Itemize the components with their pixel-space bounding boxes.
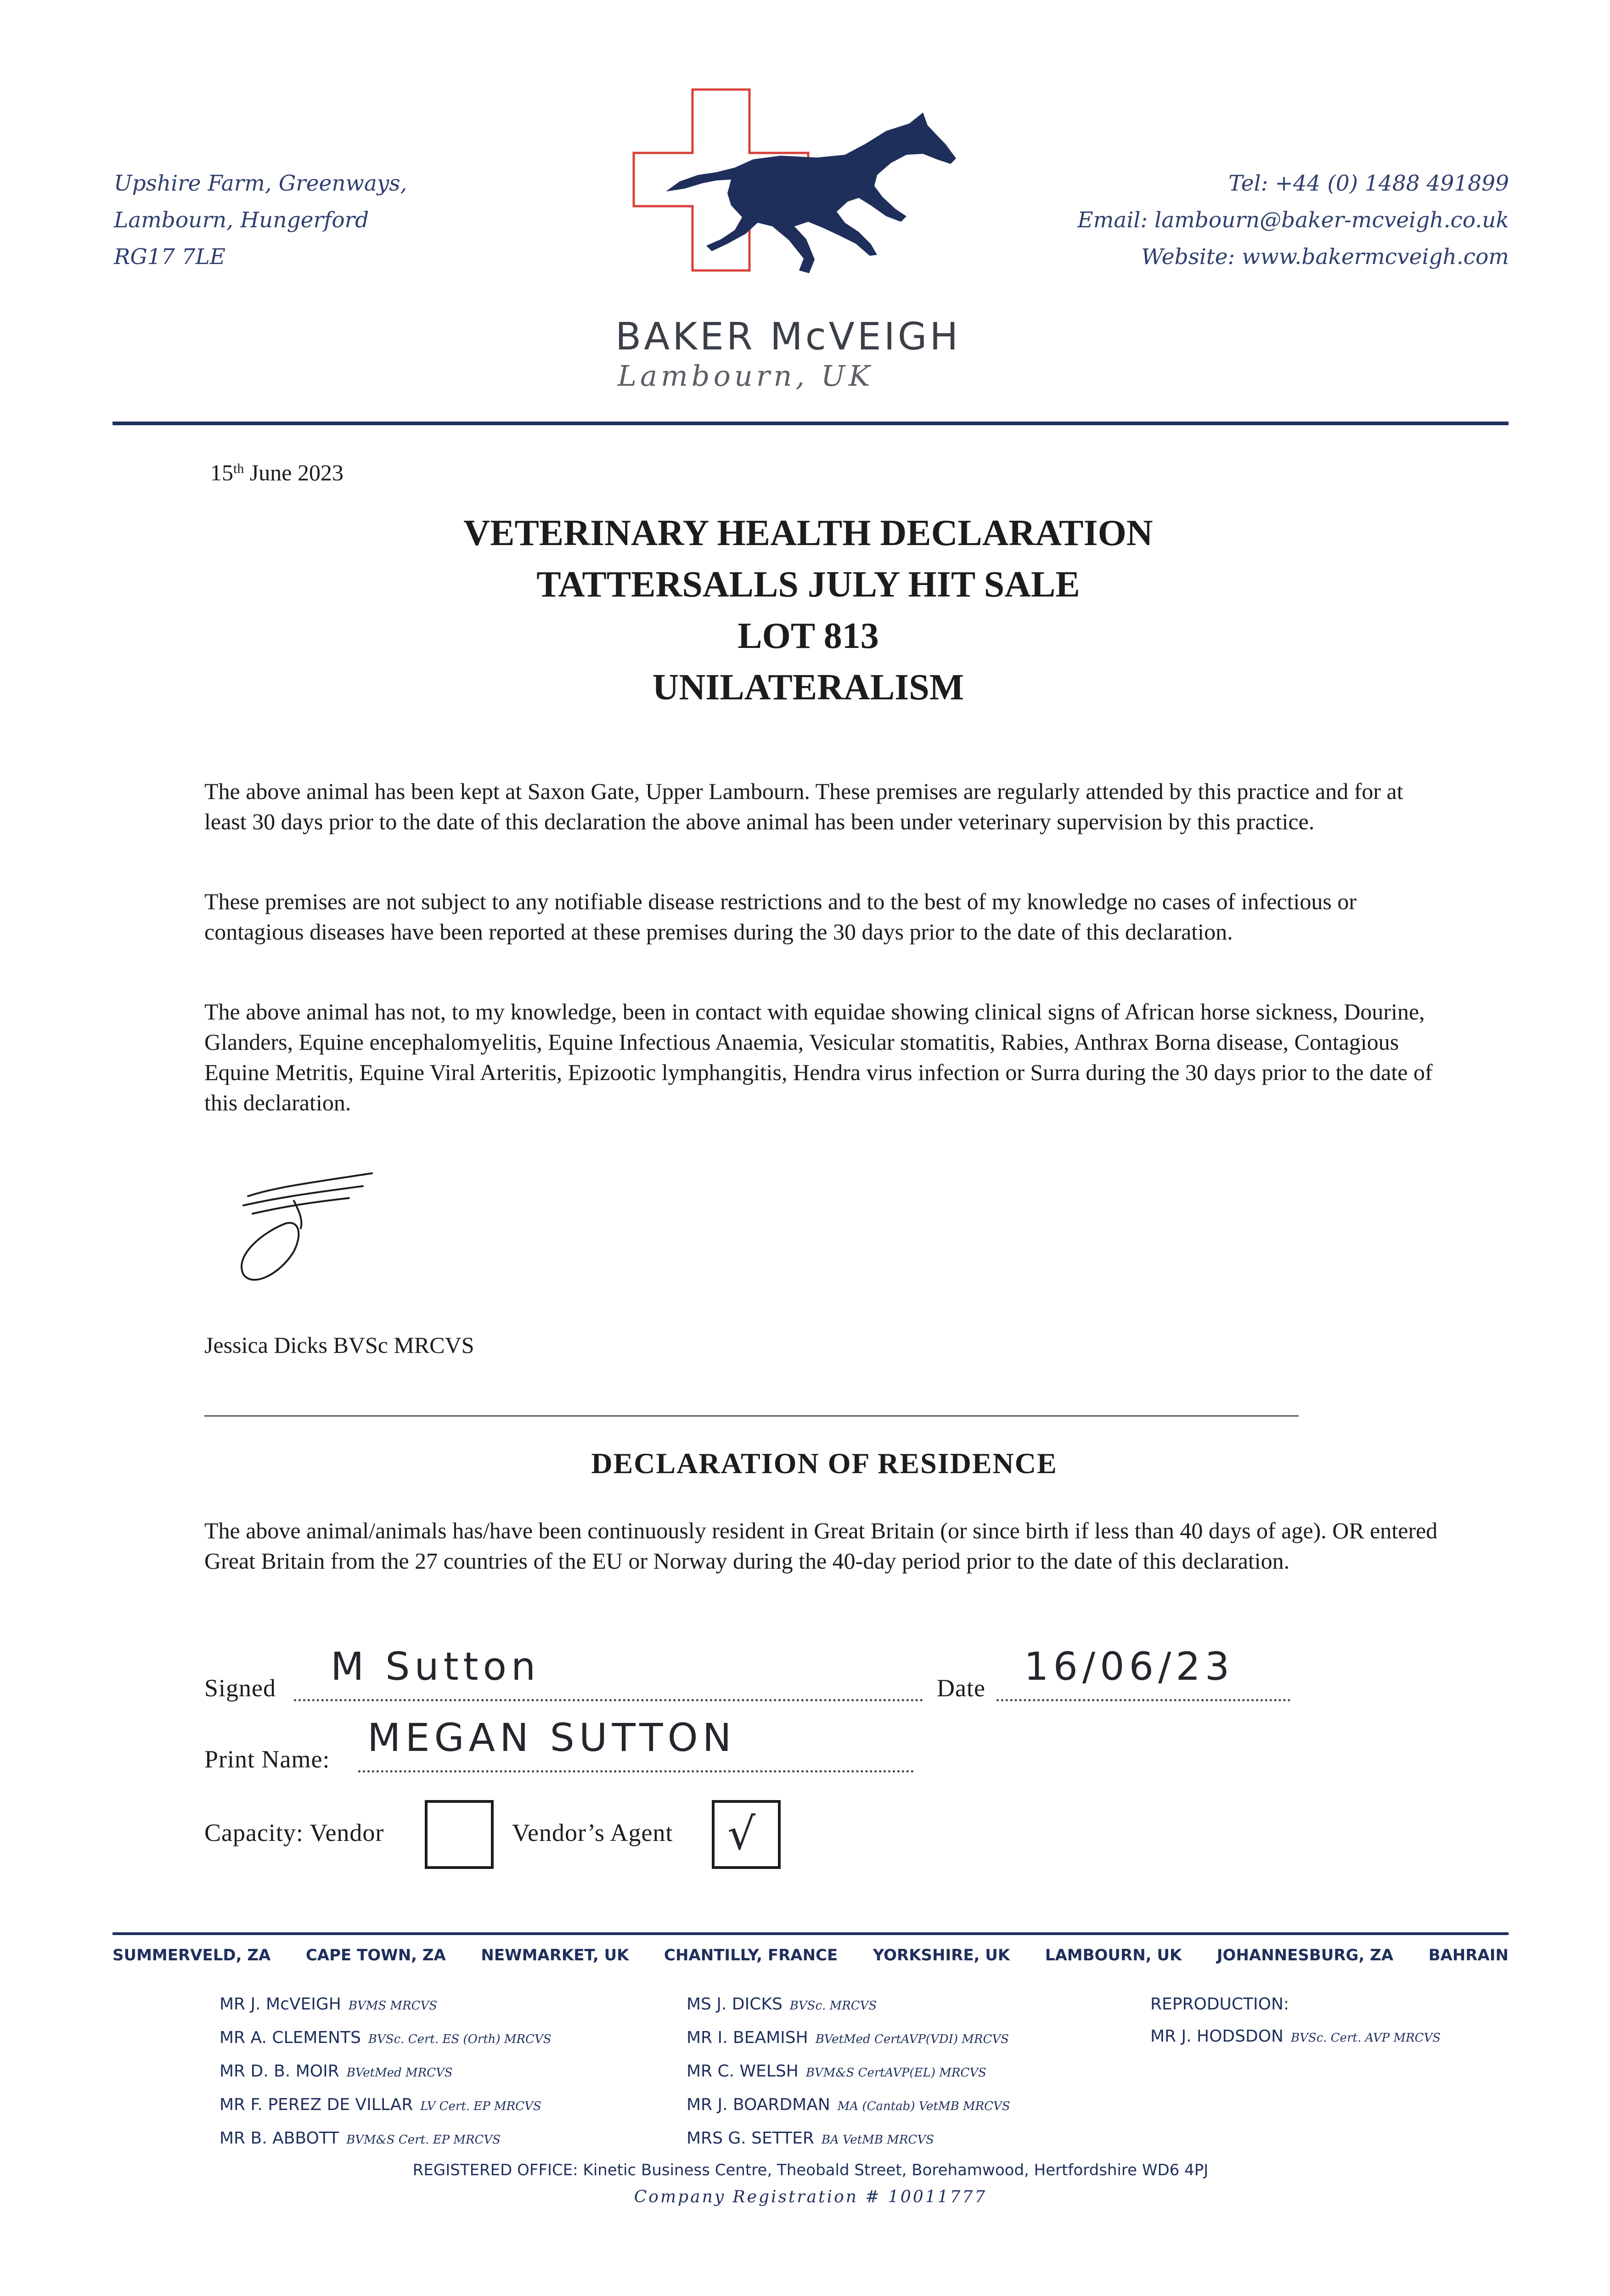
staff-member [220, 2055, 552, 2089]
staff-list-reproduction [1150, 1988, 1441, 2054]
staff-qualification: BVSc. MRCVS [789, 1999, 877, 2013]
staff-qualification: BVM&S Cert. EP MRCVS [346, 2133, 501, 2147]
print-name-label: Print Name: [204, 1745, 330, 1773]
staff-name: MS J. DICKS [687, 1995, 782, 2014]
paragraph-restrictions: These premises are not subject to any notifiable disease restrictions and to the best of my knowledge no cases of infectious or contagious diseases have been reported at these premises during the 30 days prior to the date of this declaration. [204, 889, 1357, 945]
address-line: RG17 7LE [114, 244, 226, 270]
website-line: Website: www.bakermcveigh.com [1141, 244, 1509, 270]
staff-qualification: BVetMed CertAVP(VDI) MRCVS [815, 2032, 1009, 2046]
staff-member [687, 2089, 1010, 2122]
date-month-year: June 2023 [244, 460, 343, 485]
address-line: Upshire Farm, Greenways, [114, 171, 407, 196]
header-divider [113, 422, 1509, 425]
staff-name: MR C. WELSH [687, 2062, 799, 2081]
section-divider [204, 1415, 1299, 1417]
date-handwritten[interactable]: 16/06/23 [1024, 1644, 1234, 1689]
staff-name: MR J. BOARDMAN [687, 2095, 830, 2114]
letter-date [210, 459, 343, 486]
registered-office: REGISTERED OFFICE: Kinetic Business Centre, Theobald Street, Borehamwood, Hertfordshire WD6 4PJ [412, 2161, 1209, 2179]
staff-name: MR A. CLEMENTS [220, 2028, 361, 2047]
brand-location: Lambourn, UK [618, 359, 874, 393]
vet-name: Jessica Dicks BVSc MRCVS [204, 1332, 474, 1358]
location-item: JOHANNESBURG, ZA [1216, 1946, 1394, 1964]
title-line: VETERINARY HEALTH DECLARATION [463, 513, 1153, 553]
staff-member [687, 1988, 1010, 2022]
location-item: BAHRAIN [1428, 1946, 1509, 1964]
title-line: LOT 813 [737, 616, 879, 656]
vet-signature [216, 1159, 390, 1288]
office-locations [113, 1946, 1509, 1964]
practice-address [114, 165, 527, 276]
phone-line: Tel: +44 (0) 1488 491899 [1228, 171, 1509, 196]
staff-name: MR F. PEREZ DE VILLAR [220, 2095, 413, 2114]
staff-name: MR I. BEAMISH [687, 2028, 808, 2047]
vendor-agent-label: Vendor’s Agent [512, 1819, 673, 1846]
date-day: 15 [210, 460, 233, 485]
location-item: CHANTILLY, FRANCE [664, 1946, 838, 1964]
paragraph-diseases: The above animal has not, to my knowledge, been in contact with equidae showing clinical signs of African horse sickness, Dourine, Glanders, Equine encephalomyelitis, Equine Infectious Anaemia, Vesicular stomatitis, Rabies, Anthrax Borna disease, Contagious Equine Metritis, Equine Viral Arteritis, Epizootic lymphangitis, Hendra virus infection or Surra during the 30 days prior to the date of this declaration. [204, 999, 1433, 1115]
staff-qualification: BA VetMB MRCVS [821, 2133, 934, 2147]
capacity-vendor-label: Capacity: Vendor [204, 1819, 384, 1846]
staff-qualification: BVMS MRCVS [348, 1999, 438, 2013]
vendor-checkbox[interactable] [425, 1800, 494, 1869]
check-mark-icon: √ [727, 1808, 756, 1860]
date-label: Date [937, 1674, 985, 1702]
paragraph-premises: The above animal has been kept at Saxon Gate, Upper Lambourn. These premises are regularly attended by this practice and for at least 30 days prior to the date of this declaration the above animal has been under veterinary supervision by this practice. [204, 778, 1403, 834]
staff-list-2 [687, 1988, 1010, 2156]
staff-name: MR B. ABBOTT [220, 2129, 339, 2148]
location-item: SUMMERVELD, ZA [113, 1946, 271, 1964]
footer-divider [113, 1932, 1509, 1935]
email-line: Email: lambourn@baker-mcveigh.co.uk [1077, 208, 1509, 233]
location-item: YORKSHIRE, UK [873, 1946, 1010, 1964]
staff-name: MR J. HODSDON [1150, 2027, 1283, 2046]
location-item: NEWMARKET, UK [481, 1946, 629, 1964]
reproduction-heading: REPRODUCTION: [1150, 1995, 1289, 2014]
staff-name: MR J. McVEIGH [220, 1995, 341, 2014]
staff-member [687, 2022, 1010, 2055]
print-name-handwritten[interactable]: MEGAN SUTTON [367, 1715, 736, 1760]
staff-member [1150, 2020, 1441, 2054]
staff-member [687, 2055, 1010, 2089]
date-suffix: th [233, 461, 244, 476]
brand-name: BAKER McVEIGH [615, 315, 961, 359]
title-line: TATTERSALLS JULY HIT SALE [536, 564, 1080, 605]
staff-qualification: LV Cert. EP MRCVS [420, 2099, 541, 2113]
location-item: LAMBOURN, UK [1045, 1946, 1182, 1964]
staff-member [220, 2022, 552, 2055]
staff-member [687, 2122, 1010, 2156]
location-item: CAPE TOWN, ZA [305, 1946, 446, 1964]
staff-member [220, 2089, 552, 2122]
staff-qualification: BVSc. Cert. AVP MRCVS [1291, 2031, 1441, 2045]
residence-title: DECLARATION OF RESIDENCE [591, 1447, 1058, 1480]
staff-qualification: BVM&S CertAVP(EL) MRCVS [805, 2066, 986, 2080]
staff-name: MR D. B. MOIR [220, 2062, 339, 2081]
signed-handwritten[interactable]: M Sutton [331, 1644, 540, 1689]
staff-member [220, 1988, 552, 2022]
vendor-agent-checkbox[interactable] [712, 1800, 781, 1869]
document-title [184, 507, 1433, 713]
signed-label: Signed [204, 1674, 276, 1702]
address-line: Lambourn, Hungerford [114, 208, 369, 233]
staff-list-1 [220, 1988, 552, 2156]
staff-member [220, 2122, 552, 2156]
staff-qualification: BVSc. Cert. ES (Orth) MRCVS [368, 2032, 552, 2046]
residence-text: The above animal/animals has/have been continuously resident in Great Britain (or since birth if less than 40 days of age). OR entered Great Britain from the 27 countries of the EU or Norway during the 40-day period prior to the date of this declaration. [204, 1518, 1438, 1574]
company-registration: Company Registration # 10011777 [634, 2188, 987, 2206]
staff-name: MRS G. SETTER [687, 2129, 814, 2148]
staff-qualification: BVetMed MRCVS [346, 2066, 453, 2080]
title-line: UNILATERALISM [652, 667, 964, 708]
practice-contact [866, 165, 1509, 276]
staff-qualification: MA (Cantab) VetMB MRCVS [837, 2099, 1010, 2113]
